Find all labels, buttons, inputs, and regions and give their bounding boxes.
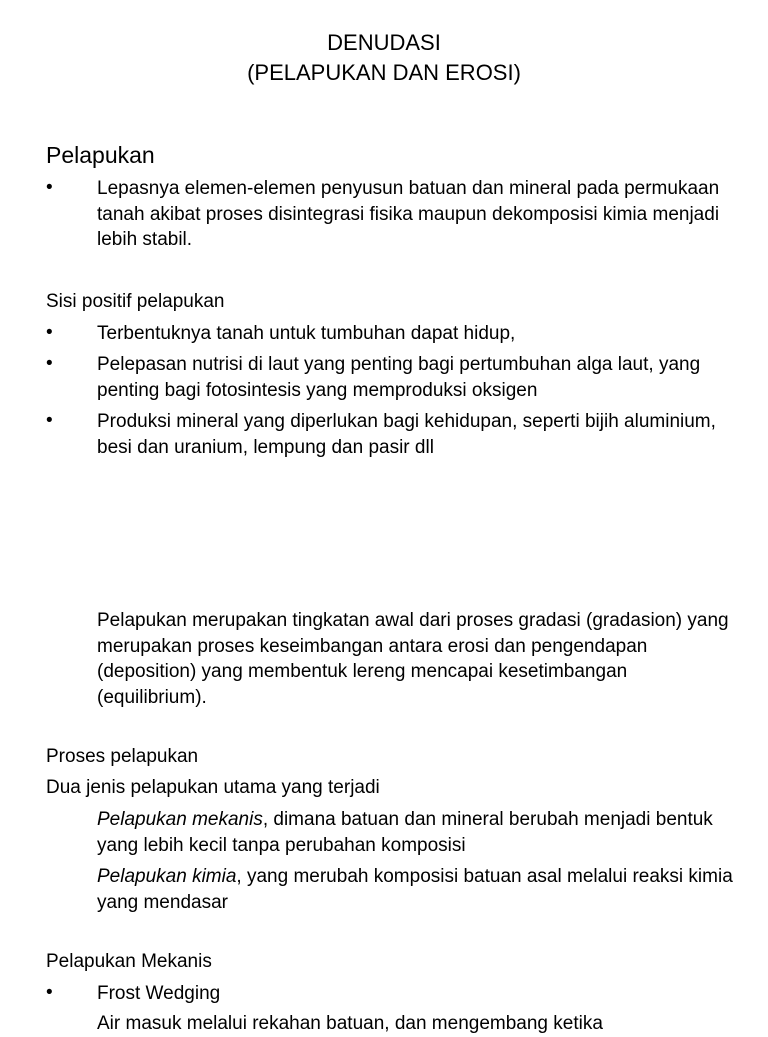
gradasi-paragraph: Pelapukan merupakan tingkatan awal dari proses gradasi (gradasion) yang merupakan proses keseimbangan antara erosi dan pengendapan (deposition) yang membentuk lereng mencapai kesetimbangan (equilibrium). — [97, 610, 729, 708]
document-subtitle: (PELAPUKAN DAN EROSI) — [247, 60, 521, 85]
section-heading-pelapukan: Pelapukan — [46, 142, 155, 168]
bullet-marker: • — [46, 410, 53, 431]
bullet-marker: • — [46, 177, 53, 198]
term-mekanis: Pelapukan mekanis — [97, 809, 263, 830]
list-item-frost-wedging: Frost Wedging — [97, 983, 221, 1004]
section-heading-mekanis: Pelapukan Mekanis — [46, 951, 212, 972]
bullet-marker: • — [46, 353, 53, 374]
bullet-marker: • — [46, 982, 53, 1003]
definition-paragraph: Lepasnya elemen-elemen penyusun batuan dan mineral pada permukaan tanah akibat proses disintegrasi fisika maupun dekomposisi kimia menjadi lebih stabil. — [97, 178, 720, 250]
desc-kimia: , yang merubah komposisi batuan asal melalui reaksi kimia yang mendasar — [97, 866, 733, 913]
weathering-type-mekanis — [97, 807, 737, 858]
cutoff-paragraph: Air masuk melalui rekahan batuan, dan mengembang ketika — [97, 1013, 603, 1034]
desc-mekanis: , dimana batuan dan mineral berubah menjadi bentuk yang lebih kecil tanpa perubahan komposisi — [97, 809, 713, 856]
list-item: Produksi mineral yang diperlukan bagi kehidupan, seperti bijih aluminium, besi dan uranium, lempung dan pasir dll — [97, 411, 716, 458]
term-kimia: Pelapukan kimia — [97, 866, 237, 887]
section-heading-proses: Proses pelapukan — [46, 746, 199, 767]
document-title: DENUDASI — [327, 30, 441, 55]
list-item: Pelepasan nutrisi di laut yang penting bagi pertumbuhan alga laut, yang penting bagi fotosintesis yang memproduksi oksigen — [97, 354, 701, 401]
list-item: Terbentuknya tanah untuk tumbuhan dapat hidup, — [97, 323, 516, 344]
weathering-type-kimia — [97, 864, 737, 915]
section-intro: Dua jenis pelapukan utama yang terjadi — [46, 777, 380, 798]
section-heading-sisi-positif: Sisi positif pelapukan — [46, 291, 225, 312]
bullet-marker: • — [46, 322, 53, 343]
